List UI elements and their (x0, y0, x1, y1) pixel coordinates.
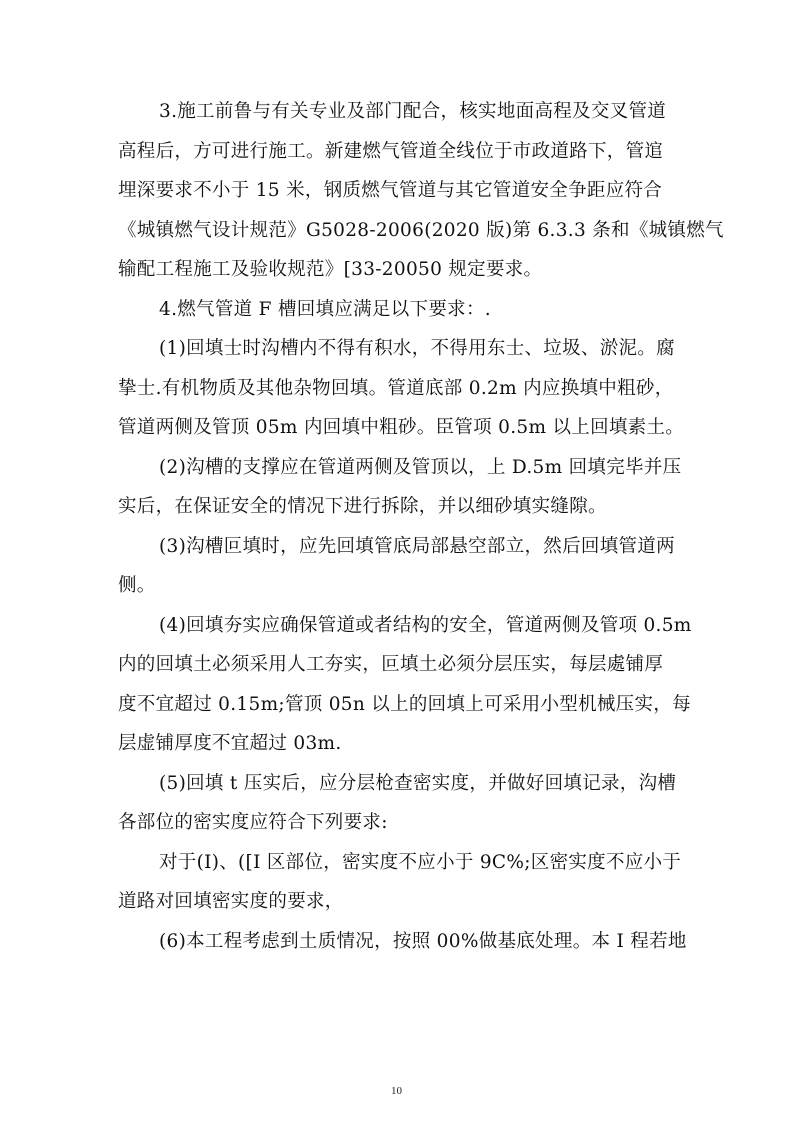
text-line-18: (5)回填 t 压实后，应分层枪查密实度，并做好回填记录，沟槽 (159, 772, 677, 794)
text-line-3: 埋深要求不小于 15 米，钢质燃气管道与其它管道安全争距应符合 (118, 180, 663, 201)
text-line-4: 《城镇燃气设计规范》G5028-2006(2020 版)第 6.3.3 条和《城镇燃气 (118, 219, 724, 241)
text-line-6: 4.燃气管道 F 槽回填应满足以下要求：. (159, 298, 491, 320)
text-line-20: 对于(I)、([I 区部位，密实度不应小于 9C%;区密实度不应小于 (159, 851, 682, 873)
text-line-7: (1)回填士时沟槽内不得有积水，不得用东士、垃圾、淤泥。腐 (159, 338, 675, 359)
text-line-22: (6)本工程考虑到土质情况，按照 00%做基底处理。本 I 程若地 (159, 930, 687, 952)
text-line-16: 度不宜超过 0.15m;管顶 05n 以上的回填上可采用小型机械压实，每 (118, 693, 691, 715)
text-line-2: 高程后，方可进行施工。新建燃气管道全线位于市政道路下，管逭 (118, 140, 664, 162)
text-line-21: 道路对回填密实度的要求， (118, 891, 344, 912)
text-line-1: 3.施工前鲁与有关专业及部门配合，核实地面高程及交叉管道 (159, 101, 667, 122)
text-line-15: 内的回填土必须采用人工夯实，叵填土必须分层压实，每层處铺厚 (118, 654, 664, 675)
text-line-13: 侧。 (118, 575, 156, 596)
text-line-19: 各部位的密实度应符合下列要求: (118, 812, 388, 833)
text-line-14: (4)回填夯实应确保管道或者结构的安全，管道两侧及管项 0.5m (159, 614, 692, 636)
text-line-5: 输配工程施工及验收规范》[33-20050 规定要求。 (118, 259, 543, 280)
body-text (118, 92, 724, 961)
text-line-10: (2)沟槽的支撑应在管道两侧及管顶以，上 D.5m 回填完毕并压 (159, 456, 682, 478)
text-line-17: 层虚铺厚度不宜超过 03m. (118, 733, 342, 754)
text-line-11: 实后，在保证安全的情况下进行拆除，并以细砂填实缝隙。 (118, 496, 607, 517)
page-number: 10 (391, 1085, 402, 1097)
text-line-12: (3)沟槽叵填时，应先回填管底局部悬空部立，然后回填管道两 (159, 535, 675, 557)
text-line-9: 管道两侧及管顶 05m 内回填中粗砂。臣管项 0.5m 以上回填素土。 (118, 417, 685, 438)
text-line-8: 挚士.有机物质及其他杂物回填。管道底部 0.2m 内应换填中粗砂， (118, 377, 674, 399)
